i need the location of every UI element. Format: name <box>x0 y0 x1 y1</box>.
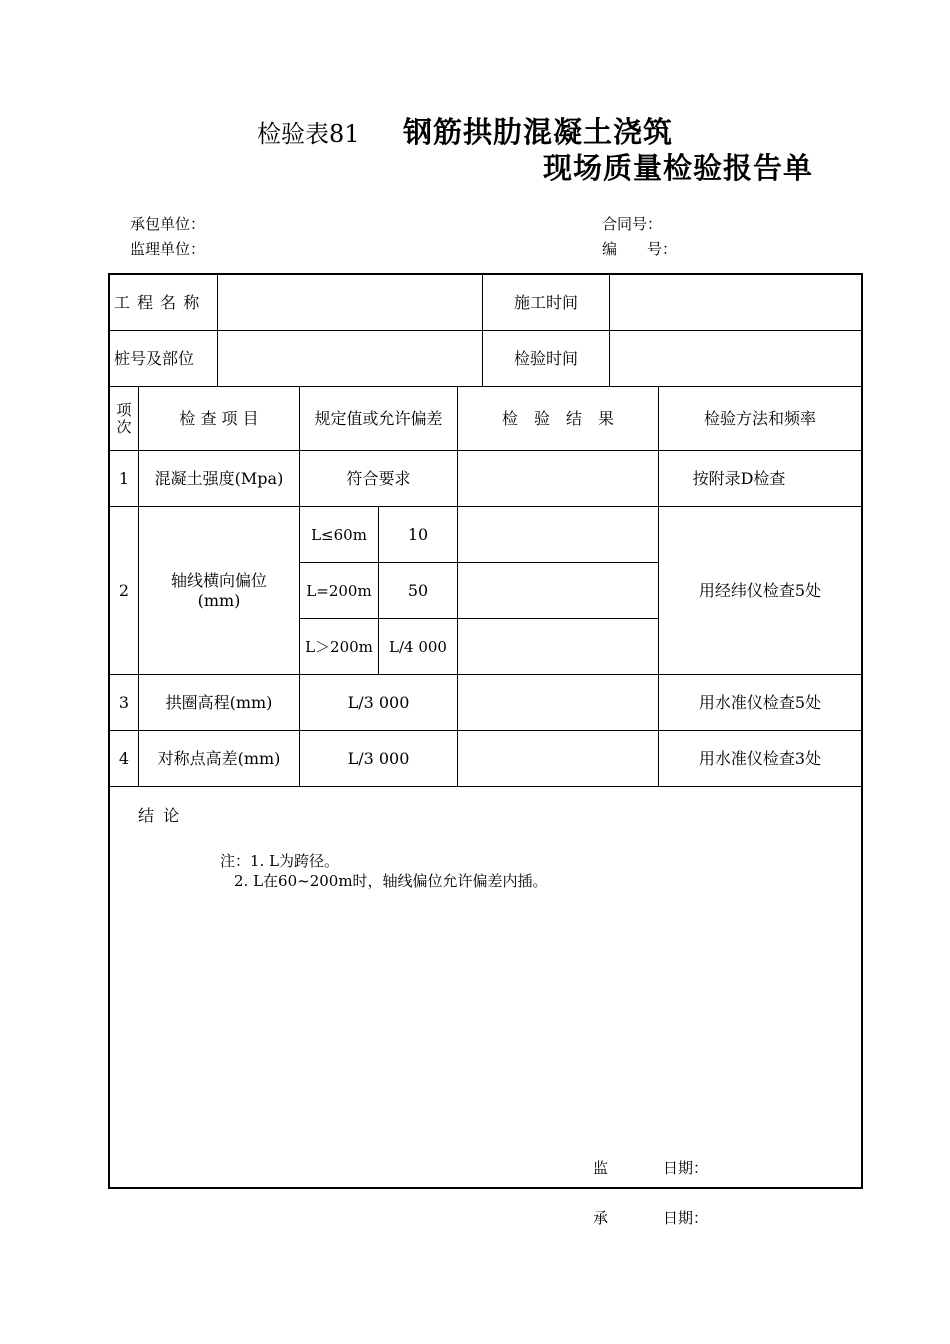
construction-time-label: 施工时间 <box>513 292 578 312</box>
contractor-date-label: 日期： <box>663 1209 709 1227</box>
row-2-result-1[interactable] <box>458 507 658 562</box>
row-4-item: 对称点高差(mm) <box>157 748 281 768</box>
row-3-method: 用水准仪检查5处 <box>698 692 822 712</box>
report-number: 检验表81 <box>257 120 360 148</box>
construction-time-value[interactable] <box>610 275 861 330</box>
row-4-result[interactable] <box>458 731 658 786</box>
supervisor-label: 监理单位： <box>130 240 206 258</box>
row-4-no: 4 <box>118 748 130 768</box>
row-3-result[interactable] <box>458 675 658 730</box>
report-table <box>108 273 863 1189</box>
supervisor-signature-label: 监 <box>593 1159 609 1177</box>
contractor-label: 承包单位： <box>130 215 206 233</box>
project-name-label: 工 程 名 称 <box>114 292 201 312</box>
row-2-cond-1: L≤60m <box>311 525 367 544</box>
row-1-method: 按附录D检查 <box>692 468 786 488</box>
row-1-tolerance: 符合要求 <box>346 468 411 488</box>
row-2-result-3[interactable] <box>458 619 658 674</box>
station-value[interactable] <box>218 331 482 386</box>
note-1: 注：1. L为跨径。 <box>220 852 340 870</box>
conclusion-label: 结 论 <box>138 806 182 825</box>
supervisor-date-label: 日期： <box>663 1159 709 1177</box>
header-method: 检验方法和频率 <box>703 408 816 428</box>
header-tolerance: 规定值或允许偏差 <box>314 408 443 428</box>
row-2-value-2: 50 <box>407 580 429 600</box>
note-2: 2. L在60~200m时，轴线偏位允许偏差内插。 <box>234 872 548 890</box>
row-3-item: 拱圈高程(mm) <box>165 692 273 712</box>
row-2-method: 用经纬仪检查5处 <box>698 580 822 600</box>
contract-no-label: 合同号： <box>602 215 663 233</box>
row-1-no: 1 <box>118 468 130 488</box>
row-2-cond-2: L=200m <box>306 581 372 600</box>
row-4-tolerance: L/3 000 <box>347 748 410 768</box>
row-4-method: 用水准仪检查3处 <box>698 748 822 768</box>
inspection-time-value[interactable] <box>610 331 861 386</box>
header-check-item: 检 查 项 目 <box>179 408 259 428</box>
row-2-cond-3: L＞200m <box>305 637 373 656</box>
inspection-time-label: 检验时间 <box>513 348 578 368</box>
header-result: 检 验 结 果 <box>501 408 614 428</box>
project-name-value[interactable] <box>218 275 482 330</box>
header-item-no: 项次 <box>116 400 132 436</box>
row-2-value-3: L/4 000 <box>389 637 447 656</box>
row-3-no: 3 <box>118 692 130 712</box>
row-1-result[interactable] <box>458 451 658 506</box>
row-2-item: 轴线横向偏位(mm) <box>170 570 267 610</box>
station-label: 桩号及部位 <box>114 348 195 368</box>
report-title: 钢筋拱肋混凝土浇筑 <box>403 115 674 149</box>
report-subtitle: 现场质量检验报告单 <box>543 151 814 185</box>
row-2-value-1: 10 <box>407 524 429 544</box>
row-2-result-2[interactable] <box>458 563 658 618</box>
row-2-no: 2 <box>118 580 130 600</box>
row-1-item: 混凝土强度(Mpa) <box>154 468 284 488</box>
serial-no-label: 编 号： <box>602 240 678 258</box>
row-3-tolerance: L/3 000 <box>347 692 410 712</box>
contractor-signature-label: 承 <box>593 1209 609 1227</box>
